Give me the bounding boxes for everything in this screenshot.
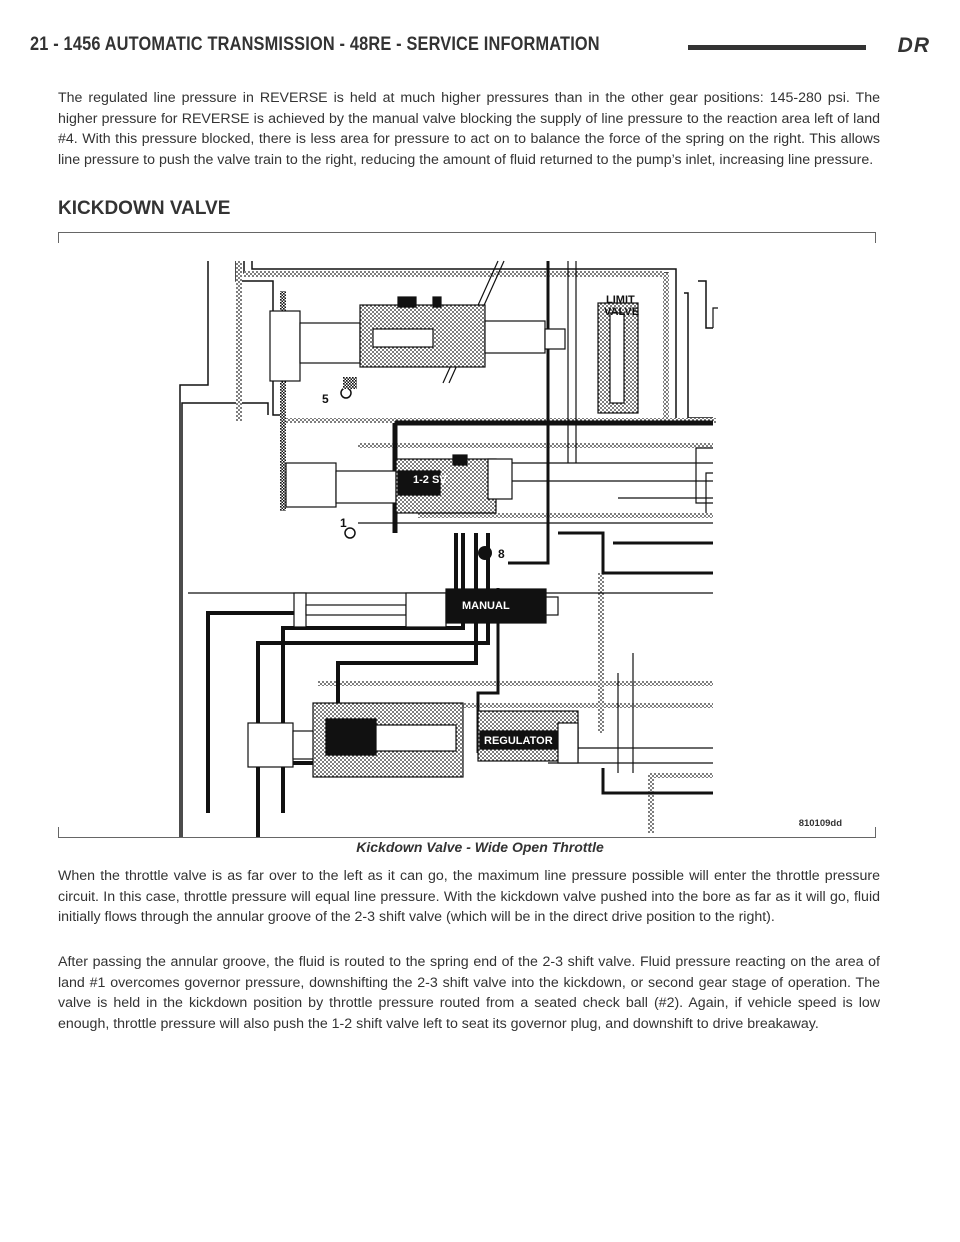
label-limit: LIMIT [606,294,635,306]
figure-id: 810109dd [798,818,842,829]
section-title: KICKDOWN VALVE [58,198,231,219]
label-1-2-sv: 1-2 SV [413,474,447,486]
paragraph-annular-groove: After passing the annular groove, the fluid is routed to the spring end of the 2-3 shift valve. Fluid pressure reacting on the area of land #1 overcomes governor pressure, downshifting the 2-3 shift valve into the kickdown, or second gear stage of operation. The valve is held in the kickdown position by throttle pressure routed from a seated check ball (#2). Again, if vehicle speed is low enough, throttle pressure will also push the 1-2 shift valve left to seat its governor plug, and downshift to drive breakaway. [58,954,880,1032]
label-check-ball-8: 8 [498,547,505,561]
label-check-ball-5: 5 [322,392,329,406]
page-header [30,32,930,64]
label-2-3-sv: 2-3 SV [378,336,412,348]
paragraph-throttle: When the throttle valve is as far over to the left as it can go, the maximum line pressure possible will enter the throttle pressure circuit. In this case, throttle pressure will equal line pressure. With the kickdown valve pushed into the bore as far as it will go, fluid initially flows through the annular groove of the 2-3 shift valve (which will be in the direct drive position to the right). [58,868,880,925]
header-code: DR [897,34,930,57]
paragraph-reverse-pressure: The regulated line pressure in REVERSE is held at much higher pressures than in the other gear positions: 145-280 psi. The higher pressure for REVERSE is achieved by the manual valve blocking the supply of line pressure to the reaction area left of land #4. With this pressure blocked, there is less area for pressure to act on to balance the force of the spring on the right. This allows line pressure to push the valve train to the right, reducing the amount of fluid returned to the pump’s inlet, increasing line pressure. [58,90,880,168]
label-manual: MANUAL [462,600,510,612]
figure-caption: Kickdown Valve - Wide Open Throttle [356,839,604,855]
label-regulator: REGULATOR [484,735,553,747]
hydraulic-diagram-figure [58,232,876,838]
label-valve: VALVE [604,306,640,318]
label-check-ball-1: 1 [340,516,347,530]
header-rule [688,45,866,50]
header-title: 21 - 1456 AUTOMATIC TRANSMISSION - 48RE - SERVICE INFORMATION [30,34,600,55]
hydraulic-circuit-diagram [58,233,876,837]
